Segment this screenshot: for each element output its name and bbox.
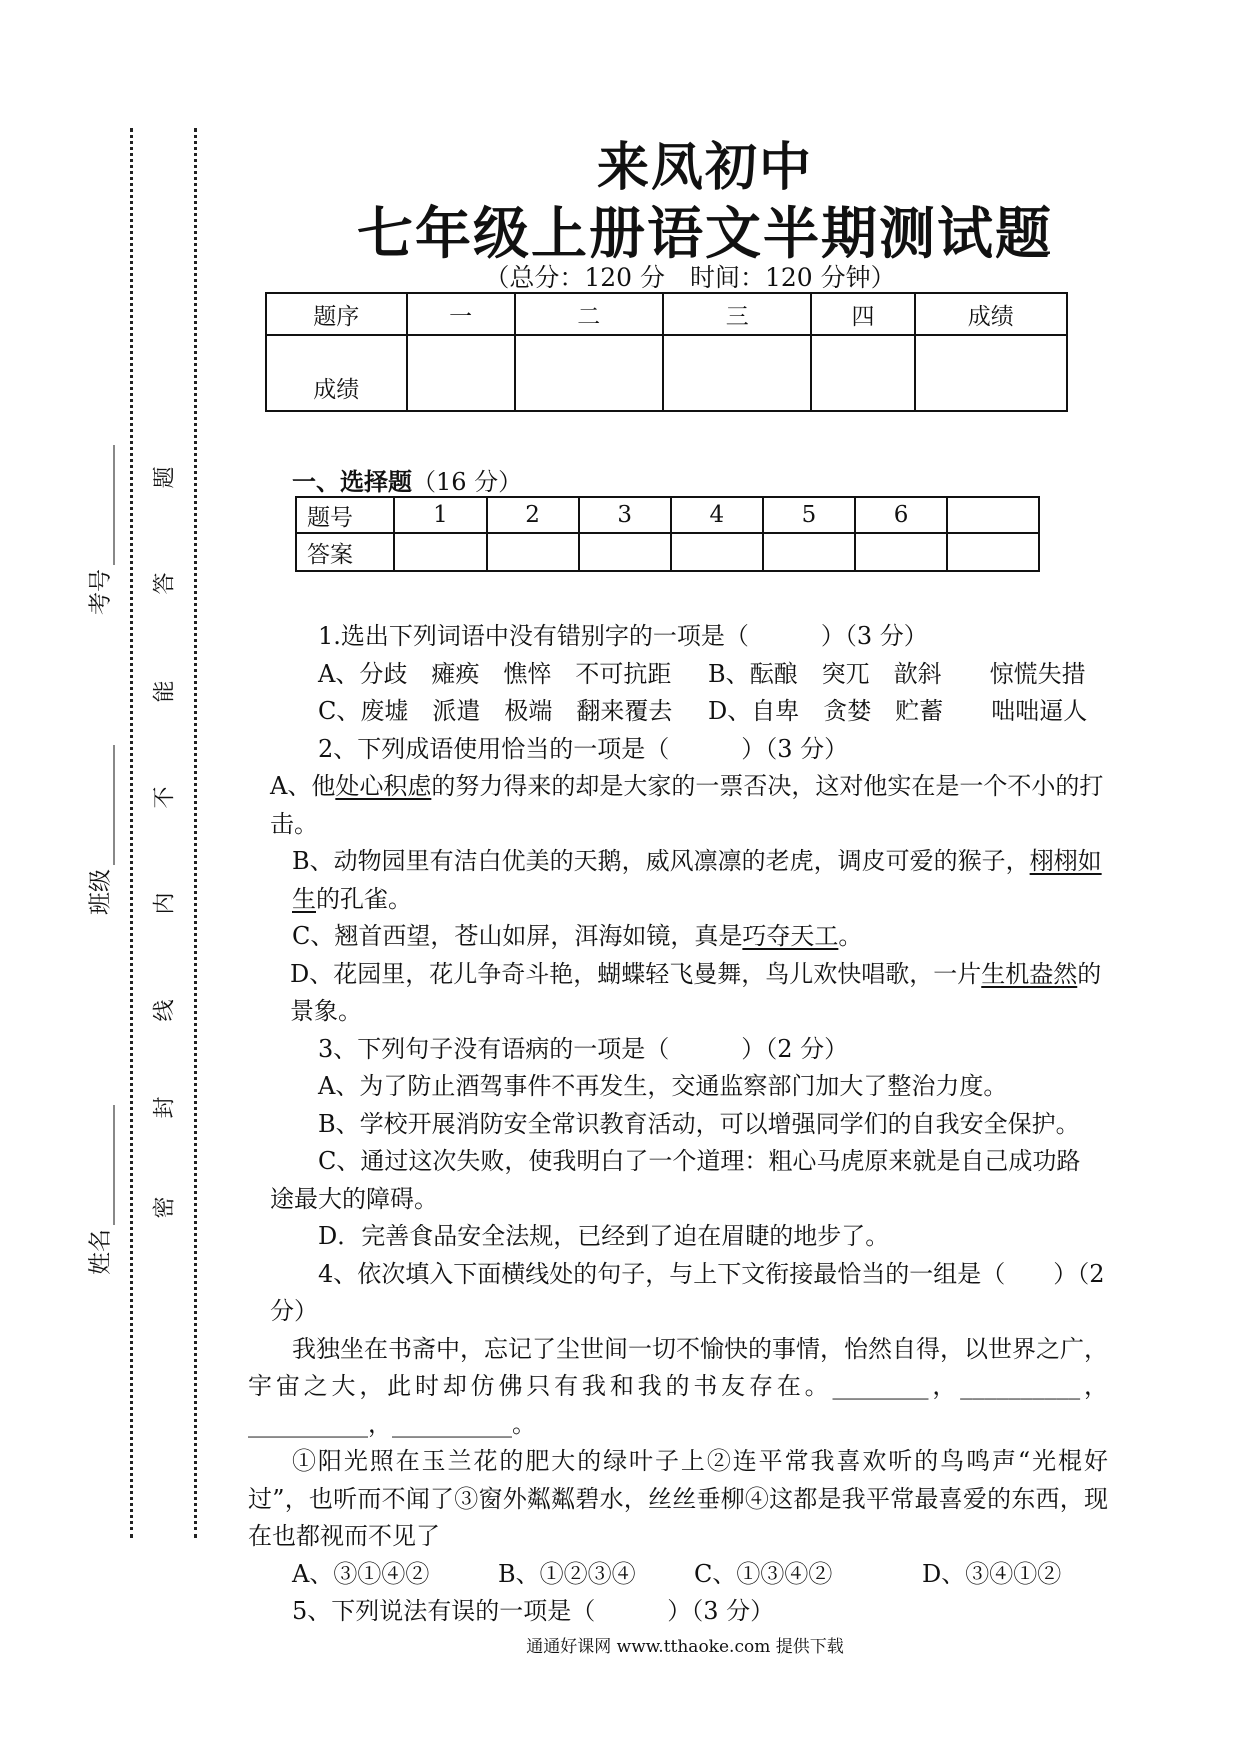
question-number-cell: 3: [579, 497, 671, 533]
exam-title: 七年级上册语文半期测试题: [357, 202, 1053, 267]
q4-option-d: D、③④①②: [922, 1559, 1062, 1588]
question-number-cell: 6: [855, 497, 947, 533]
q3-option-c-cont: 途最大的障碍。: [270, 1184, 438, 1213]
question-number-cell: 1: [394, 497, 486, 533]
score-header-cell: 成绩: [915, 293, 1067, 335]
q1-option-c: C、废墟 派遣 极端 翻来覆去: [318, 697, 673, 725]
q2-option-c: C、翘首西望，苍山如屏，洱海如镜，真是巧夺天工。: [292, 922, 863, 950]
seal-char: 不: [152, 786, 178, 809]
q1-options-row2: [248, 693, 1108, 731]
seal-char: 密: [152, 1196, 178, 1219]
q3-option-a: A、为了防止酒驾事件不再发生，交通监察部门加大了整治力度。: [318, 1072, 1008, 1100]
q3-option-d: D．完善食品安全法规，已经到了迫在眉睫的地步了。: [318, 1222, 890, 1250]
binding-dotted-line-right: [194, 128, 197, 1538]
answer-cell[interactable]: [579, 533, 671, 571]
answer-cell[interactable]: [947, 533, 1039, 571]
q3-stem: 3、下列句子没有语病的一项是（ ）（2 分）: [318, 1034, 849, 1063]
q4-stem: 4、依次填入下面横线处的句子，与上下文衔接最恰当的一组是（ ）（2: [318, 1259, 1105, 1288]
seal-char: 内: [152, 892, 178, 915]
question-number-cell: 4: [671, 497, 763, 533]
score-cell[interactable]: [811, 335, 914, 411]
q4-options: [248, 1556, 1108, 1594]
score-cell[interactable]: [915, 335, 1067, 411]
score-header-cell: 二: [515, 293, 663, 335]
score-cell[interactable]: [407, 335, 515, 411]
score-header-cell: 三: [663, 293, 811, 335]
score-header-cell: 题序: [266, 293, 407, 335]
score-table: [265, 292, 1068, 412]
answer-cell[interactable]: [487, 533, 579, 571]
seal-char: 封: [152, 1096, 178, 1119]
q1-option-d: D、自卑 贪婪 贮蓄 咄咄逼人: [708, 697, 1088, 725]
q5-stem: 5、下列说法有误的一项是（ ）（3 分）: [292, 1597, 775, 1625]
q4-option-c: C、①③④②: [694, 1559, 833, 1588]
score-cell[interactable]: [663, 335, 811, 411]
seal-char: 答: [152, 572, 178, 595]
q2-stem: 2、下列成语使用恰当的一项是（ ）（3 分）: [318, 734, 849, 763]
q2-option-d: D、花园里，花儿争奇斗艳，蝴蝶轻飞曼舞，鸟儿欢快唱歌，一片生机盎然的景象。: [290, 959, 1102, 1025]
school-title: 来凤初中: [596, 138, 813, 198]
q1-option-b: B、酝酿 突兀 歆斜 惊慌失措: [708, 659, 1086, 688]
question-number-cell: 5: [763, 497, 855, 533]
q4-stem-cont: 分）: [270, 1297, 318, 1325]
class-field[interactable]: 班级: [78, 720, 118, 940]
answer-table: [295, 496, 1040, 572]
binding-dotted-line-left: [130, 128, 133, 1538]
section1-heading: 一、选择题（16 分）: [292, 468, 523, 496]
name-field[interactable]: 姓名: [78, 1080, 118, 1300]
q3-option-c: C、通过这次失败，使我明白了一个道理：粗心马虎原来就是自己成功路: [318, 1147, 1081, 1175]
seal-char: 能: [152, 680, 178, 703]
exam-no-field[interactable]: 考号: [78, 420, 118, 640]
q3-option-b: B、学校开展消防安全常识教育活动，可以增强同学们的自我安全保护。: [318, 1109, 1080, 1138]
question-number-cell: 2: [487, 497, 579, 533]
q2-option-b: B、动物园里有洁白优美的天鹅，威风凛凛的老虎，调皮可爱的猴子，栩栩如生的孔雀。: [292, 847, 1102, 913]
score-header-cell: 四: [811, 293, 914, 335]
q4-option-b: B、①②③④: [498, 1559, 636, 1588]
q1-stem: 1.选出下列词语中没有错别字的一项是（ ）（3 分）: [318, 622, 928, 650]
answer-cell[interactable]: [855, 533, 947, 571]
q1-option-a: A、分歧 瘫痪 憔悴 不可抗距: [318, 659, 672, 688]
q4-passage: 我独坐在书斋中，忘记了尘世间一切不愉快的事情，怡然自得，以世界之广，宇宙之大，此时却仿佛只有我和我的书友存在。________，__________，__________，__________。: [248, 1334, 1108, 1438]
seal-char: 线: [152, 999, 178, 1022]
seal-char: 题: [152, 466, 178, 489]
answer-row-label: 答案: [296, 533, 394, 571]
answer-row-label: 题号: [296, 497, 394, 533]
q2-option-a: A、他处心积虑的努力得来的却是大家的一票否决，这对他实在是一个不小的打击。: [270, 772, 1104, 838]
question-number-cell: [947, 497, 1039, 533]
question-body: [248, 618, 1108, 1631]
score-cell[interactable]: [515, 335, 663, 411]
exam-subtitle: （总分：120 分 时间：120 分钟）: [484, 263, 896, 292]
answer-cell[interactable]: [394, 533, 486, 571]
score-row-label: 成绩: [266, 335, 407, 411]
answer-cell[interactable]: [671, 533, 763, 571]
score-header-cell: 一: [407, 293, 515, 335]
page-footer: 通通好课网 www.tthaoke.com 提供下载: [526, 1637, 844, 1657]
answer-cell[interactable]: [763, 533, 855, 571]
q1-options-row1: [248, 656, 1108, 694]
q4-option-a: A、③①④②: [292, 1559, 430, 1588]
q4-sentences: ①阳光照在玉兰花的肥大的绿叶子上②连平常我喜欢听的鸟鸣声“光棍好过”，也听而不闻了③窗外粼粼碧水，丝丝垂柳④这都是我平常最喜爱的东西，现在也都视而不见了: [248, 1447, 1108, 1550]
